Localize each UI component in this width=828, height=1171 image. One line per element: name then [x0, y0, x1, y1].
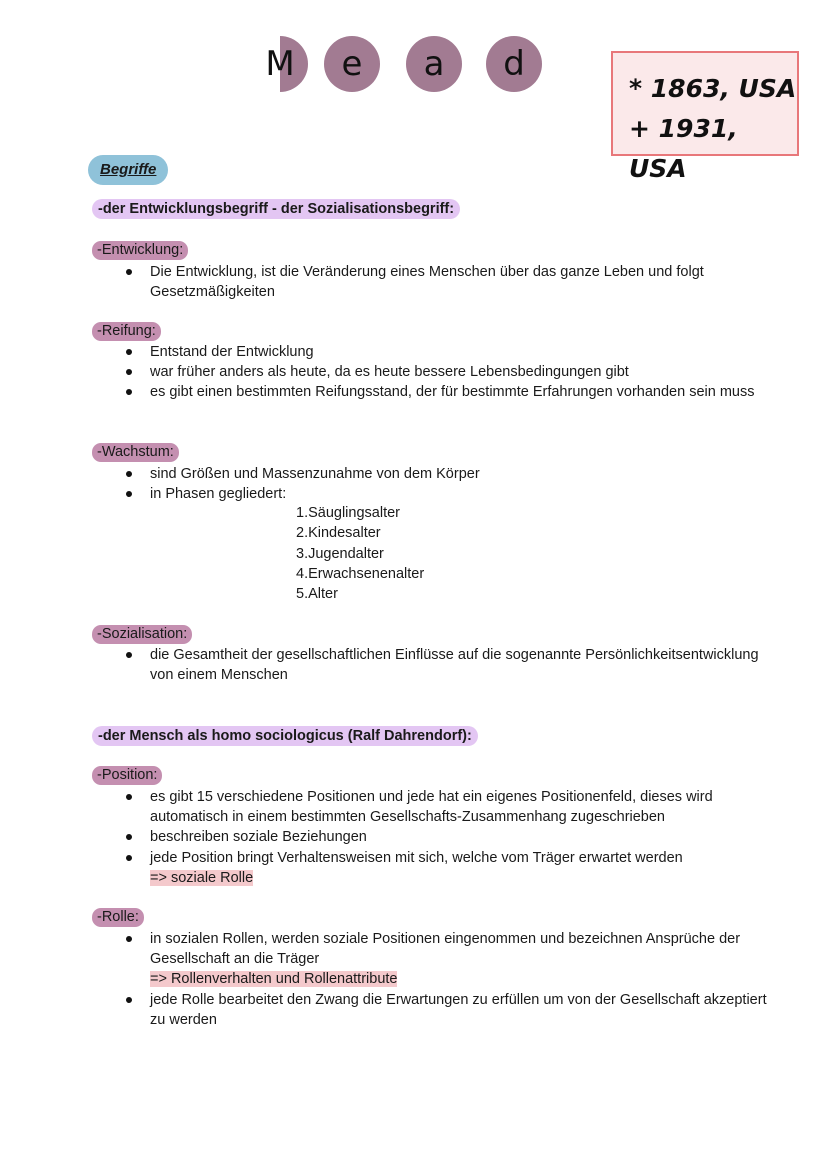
dates-box [611, 51, 799, 183]
list-sozialisation [150, 645, 770, 685]
list-item: die Gesamtheit der gesellschaftlichen Einflüsse auf die sogenannte Persönlichkeitsentwicklung von einem Menschen [150, 645, 770, 685]
section-heading-homo-sociologicus: -der Mensch als homo sociologicus (Ralf Dahrendorf): [92, 726, 478, 746]
list-item: beschreiben soziale Beziehungen [150, 827, 770, 847]
title-circle-2 [324, 36, 380, 92]
death-date: + 1931, USA [629, 114, 738, 183]
title-letter-4: d [503, 44, 525, 84]
list-item: es gibt 15 verschiedene Positionen und jede hat ein eigenes Positionenfeld, dieses wird automatisch in einem bestimmten Gesellschafts-Zusammenhang zugeschrieben [150, 787, 770, 827]
list-position [150, 787, 770, 888]
phase-item: 2.Kindesalter [296, 525, 381, 542]
list-item [150, 929, 770, 990]
list-item: sind Größen und Massenzunahme von dem Körper [150, 464, 770, 484]
phase-item: 1.Säuglingsalter [296, 505, 400, 521]
list-item: jede Rolle bearbeitet den Zwang die Erwartungen zu erfüllen um von der Gesellschaft akzeptiert zu werden [150, 990, 770, 1030]
list-entwicklung [150, 262, 770, 302]
birth-date: * 1863, USA [629, 74, 797, 103]
highlight-soziale-rolle: => soziale Rolle [150, 869, 254, 886]
list-item: war früher anders als heute, da es heute bessere Lebensbedingungen gibt [150, 362, 770, 382]
list-item: es gibt einen bestimmten Reifungsstand, der für bestimmte Erfahrungen vorhanden sein muss [150, 382, 770, 402]
term-rolle: -Rolle: [92, 908, 144, 927]
list-item-text: jede Position bringt Verhaltensweisen mit sich, welche vom Träger erwartet werden [150, 849, 683, 866]
list-rolle [150, 929, 770, 1030]
list-item: Die Entwicklung, ist die Veränderung eines Menschen über das ganze Leben und folgt Gesetzmäßigkeiten [150, 262, 770, 302]
phase-item: 4.Erwachsenenalter [296, 565, 425, 582]
term-sozialisation: -Sozialisation: [92, 625, 192, 644]
title-circle-3 [406, 36, 462, 92]
title-mead [240, 36, 560, 96]
highlight-rollenverhalten: => Rollenverhalten und Rollenattribute [150, 971, 398, 988]
term-position: -Position: [92, 766, 162, 785]
begriffe-label: Begriffe [88, 155, 168, 185]
term-wachstum: -Wachstum: [92, 443, 179, 462]
phase-item: 3.Jugendalter [296, 545, 384, 562]
term-reifung: -Reifung: [92, 322, 161, 341]
title-circle-4 [486, 36, 542, 92]
title-circle-1 [252, 36, 308, 92]
list-item: Entstand der Entwicklung [150, 342, 770, 362]
phases-list [296, 503, 424, 604]
title-letter-3: a [423, 44, 445, 84]
phase-item: 5.Alter [296, 586, 338, 603]
list-item: in Phasen gegliedert: [150, 484, 770, 504]
list-item-text: in sozialen Rollen, werden soziale Positionen eingenommen und bezeichnen Ansprüche der Gesellschaft an die Träger [150, 931, 741, 968]
title-letter-1: M [265, 44, 295, 84]
list-wachstum [150, 464, 770, 504]
list-item [150, 848, 770, 888]
section-heading-entwicklung-sozialisation: -der Entwicklungsbegriff - der Sozialisationsbegriff: [92, 199, 460, 219]
title-letter-2: e [341, 44, 363, 84]
list-reifung [150, 342, 770, 403]
term-entwicklung: -Entwicklung: [92, 241, 188, 260]
